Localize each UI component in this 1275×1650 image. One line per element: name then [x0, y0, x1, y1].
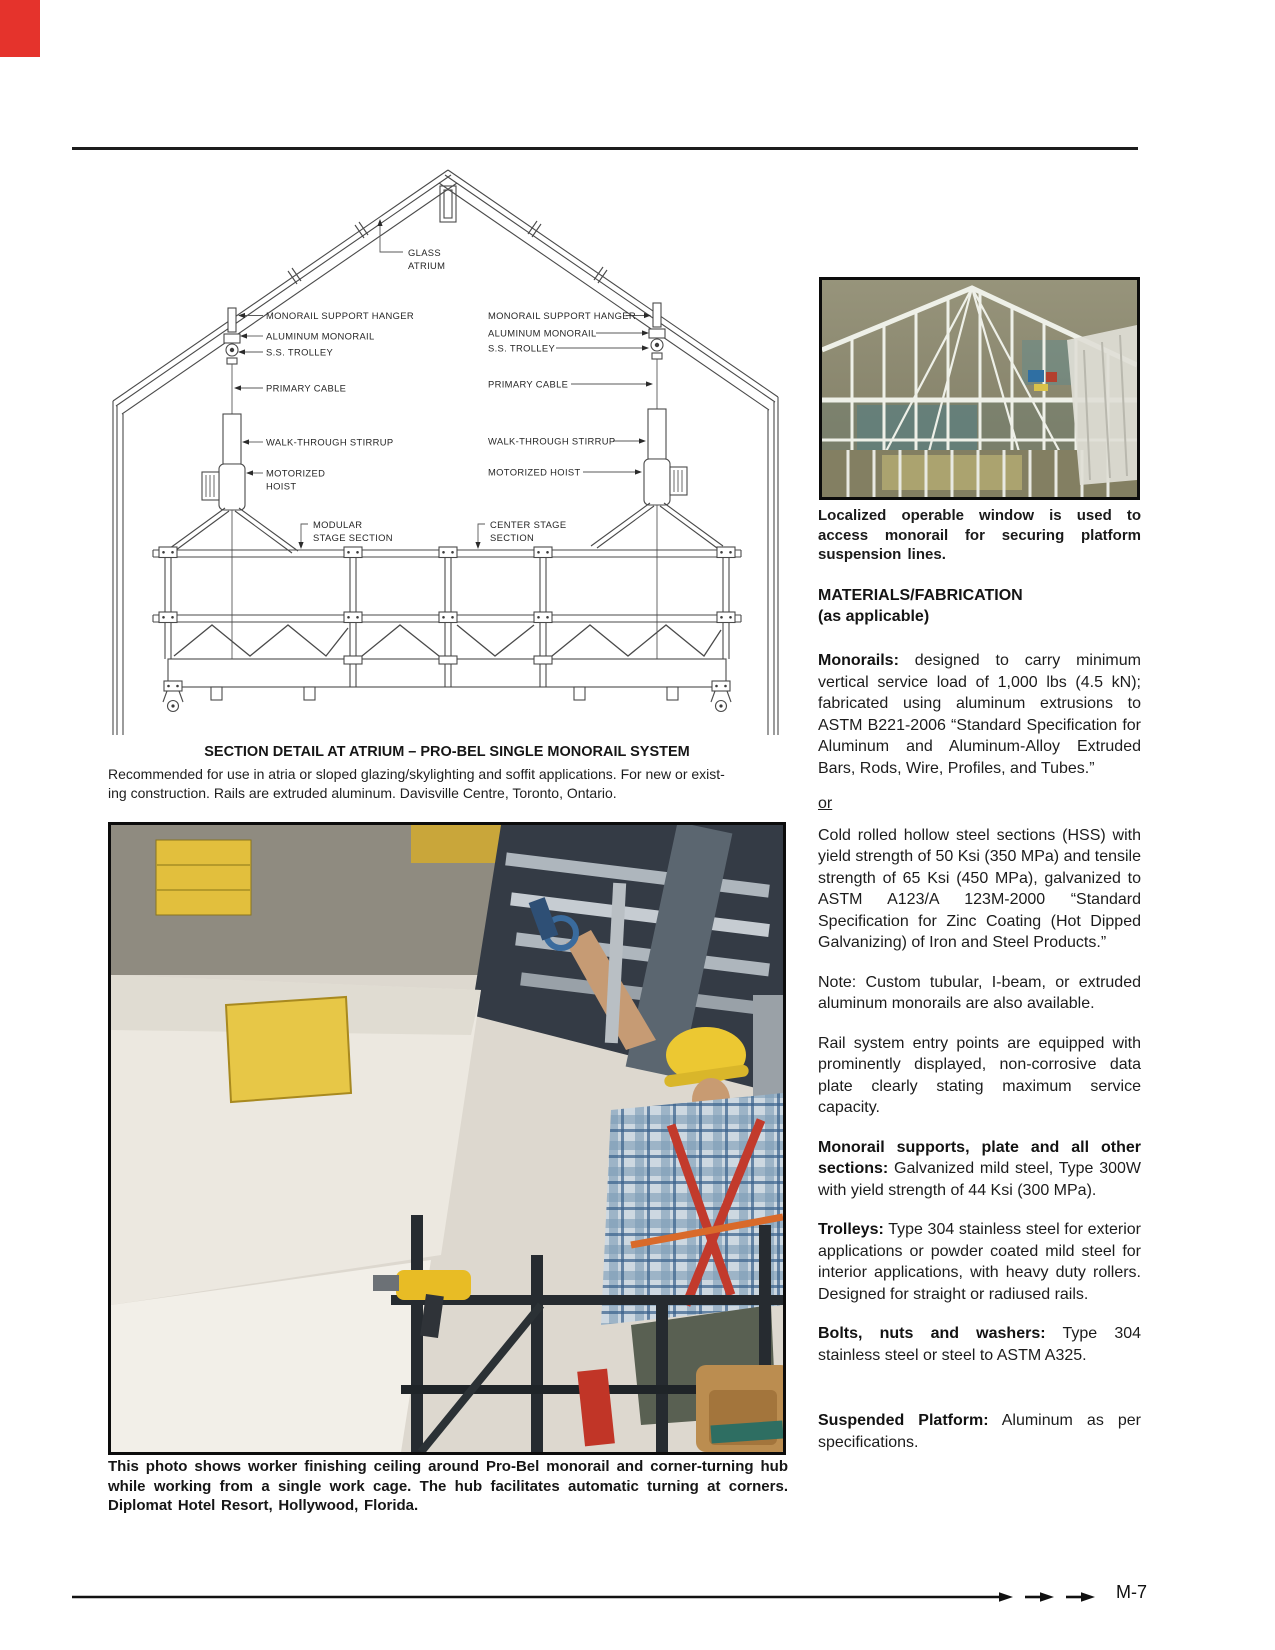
- svg-text:SECTION: SECTION: [490, 532, 535, 543]
- para-monorails-lead: Monorails:: [818, 652, 899, 669]
- drawing-labels: [234, 219, 653, 549]
- para-monorails: [818, 650, 1141, 779]
- drawing-caption-title: SECTION DETAIL AT ATRIUM – PRO-BEL SINGLE MONORAIL SYSTEM: [204, 744, 690, 760]
- para-platform: [818, 1410, 1141, 1453]
- para-trolleys: [818, 1219, 1141, 1305]
- para-trolleys-lead: Trolleys:: [818, 1221, 884, 1238]
- footer-rule-arrows: [72, 1589, 1100, 1605]
- label-center-stage: CENTER STAGE: [490, 519, 567, 530]
- label-stirrup-left: WALK-THROUGH STIRRUP: [266, 436, 394, 448]
- para-bolts-lead: Bolts, nuts and washers:: [818, 1325, 1046, 1342]
- para-supports: [818, 1137, 1141, 1202]
- label-stirrup-right: WALK-THROUGH STIRRUP: [488, 435, 616, 447]
- para-platform-lead: Suspended Platform:: [818, 1412, 989, 1429]
- drawing-caption-body: [108, 765, 792, 803]
- para-note: Note: Custom tubular, I-beam, or extruded aluminum monorails are also available.: [818, 973, 1141, 1012]
- worker-photo-art: [111, 825, 783, 1452]
- label-hoist-left: MOTORIZED: [266, 467, 326, 479]
- para-monorails-body: designed to carry minimum vertical service load of 1,000 lbs (4.5 kN); fabricated using aluminum extrusions to ASTM B221-2006 “Standard Specification for Aluminum and Aluminum-Alloy Extruded Bars, Rods, Wire, Profiles, and Tubes.”: [818, 652, 1141, 777]
- para-supports-lead: Monorail supports, plate and all other sections:: [818, 1138, 1141, 1177]
- svg-text:HOIST: HOIST: [266, 480, 297, 492]
- para-bolts: [818, 1323, 1141, 1366]
- page-number: M-7: [1116, 1582, 1147, 1602]
- para-rail-system: Rail system entry points are equipped with prominently displayed, non-corrosive data plate clearly stating maximum service capacity.: [818, 1034, 1141, 1116]
- label-cable-left: PRIMARY CABLE: [266, 382, 347, 394]
- para-bolts-body: Type 304 stainless steel or steel to ASTM A325.: [818, 1325, 1142, 1364]
- worker-photo-caption: This photo shows worker finishing ceiling around Pro-Bel monorail and corner-turning hub while working from a single work cage. The hub facilitates automatic turning at corners. Diplomat Hotel Resort, Hollywood, Florida.: [108, 1458, 788, 1514]
- label-cable-right: PRIMARY CABLE: [488, 378, 569, 390]
- or-divider: or: [818, 795, 833, 812]
- label-monorail-right: ALUMINUM MONORAIL: [488, 327, 597, 339]
- label-modular-stage: MODULAR: [313, 519, 363, 530]
- label-hanger-right: MONORAIL SUPPORT HANGER: [488, 310, 637, 321]
- worker-photo: [108, 822, 786, 1455]
- label-trolley-left: S.S. TROLLEY: [266, 346, 334, 358]
- suspended-platform-truss: [153, 547, 741, 712]
- svg-text:STAGE SECTION: STAGE SECTION: [313, 532, 393, 543]
- para-platform-body: Aluminum as per specifications.: [818, 1412, 1142, 1451]
- atrium-section-drawing: [108, 162, 786, 744]
- materials-heading-line1: MATERIALS/FABRICATION: [818, 587, 1023, 604]
- para-hss: Cold rolled hollow steel sections (HSS) with yield strength of 50 Ksi (350 MPa) and tensile strength of 65 Ksi (450 MPa), galvanized to ASTM A123/A 123M-2000 “Standard Specification for Zinc Coating (Hot Dipped Galvanizing) of Iron and Steel Products.”: [818, 826, 1141, 951]
- right-hoist-assembly: [591, 303, 723, 684]
- materials-text-column: [818, 650, 1141, 1471]
- para-trolleys-body: Type 304 stainless steel for exterior applications or powder coated mild steel for interior applications, with heavy duty rollers. Designed for straight or radiused rails.: [818, 1221, 1142, 1303]
- para-supports-body: Galvanized mild steel, Type 300W with yield strength of 44 Ksi (300 MPa).: [818, 1160, 1141, 1199]
- label-glass-atrium: GLASS: [408, 247, 442, 258]
- materials-heading-line2: (as applicable): [818, 608, 930, 625]
- atrium-photo-art: [822, 280, 1137, 497]
- drawing-caption-line1: Recommended for use in atria or sloped glazing/skylighting and soffit applications. For new or exist-: [108, 766, 725, 782]
- left-hoist-assembly: [166, 308, 298, 684]
- roof-glazing-lines: [113, 170, 778, 414]
- svg-text:ATRIUM: ATRIUM: [408, 260, 446, 271]
- section-drawing-svg: [108, 162, 786, 744]
- materials-heading: [818, 585, 1141, 627]
- drawing-caption-line2: ing construction. Rails are extruded aluminum. Davisville Centre, Toronto, Ontario.: [108, 785, 617, 801]
- atrium-exterior-photo: [819, 277, 1140, 500]
- atrium-photo-caption: Localized operable window is used to access monorail for securing platform suspension lines.: [818, 507, 1141, 563]
- label-trolley-right: S.S. TROLLEY: [488, 342, 556, 354]
- label-monorail-left: ALUMINUM MONORAIL: [266, 330, 375, 342]
- red-edge-tab: [0, 0, 40, 57]
- label-hoist-right: MOTORIZED HOIST: [488, 466, 581, 478]
- label-hanger-left: MONORAIL SUPPORT HANGER: [266, 310, 415, 321]
- top-rule: [72, 147, 1138, 150]
